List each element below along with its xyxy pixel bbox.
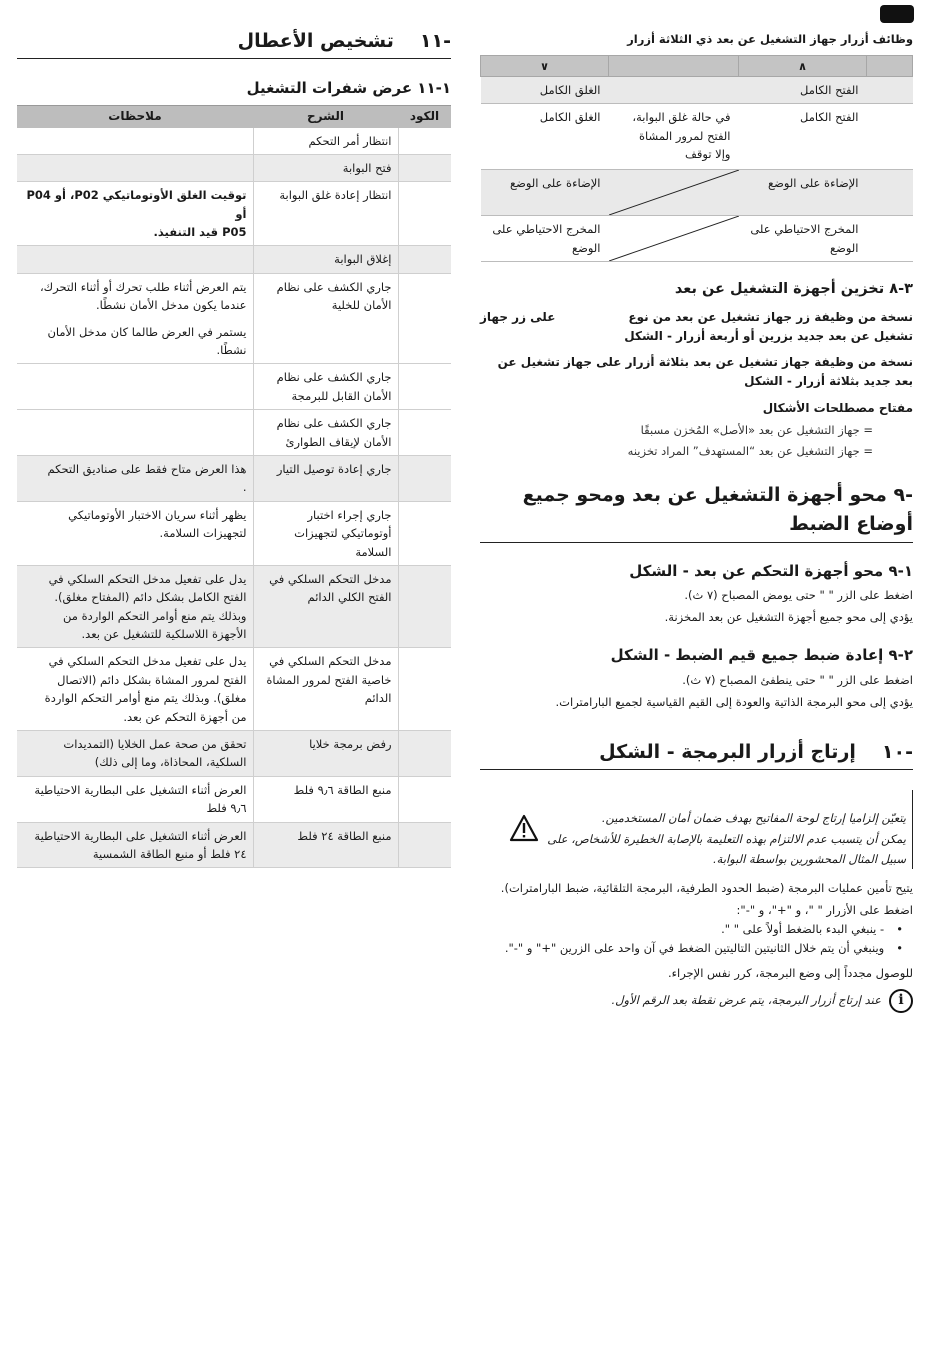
table-row bbox=[17, 565, 451, 648]
notes-cell bbox=[17, 364, 253, 410]
erase-remotes-heading: ١-٩ محو أجهزة التحكم عن بعد - الشكل bbox=[629, 561, 913, 580]
table-row bbox=[17, 731, 451, 777]
notes-cell bbox=[17, 648, 253, 731]
storage-paragraph-2: نسخة من وظيفة جهاز تشغيل عن بعد بثلاثة أزرار على جهاز تشغيل عن بعد جديد بثلاثة أزرار - الشكل bbox=[497, 354, 913, 388]
down-text: الإضاءة على الوضع bbox=[509, 176, 601, 191]
col-down: ∨ bbox=[481, 55, 609, 76]
locking-step: اضغط على الأزرار " "، و "+"، و "-": bbox=[736, 902, 913, 917]
code-cell bbox=[398, 364, 451, 410]
note-line: وبذلك يتم منع أوامر التحكم الواردة من bbox=[63, 608, 247, 623]
warning-line-2: يمكن أن يتسبب عدم الالتزام بهذه التعليمة بالإصابة الخطيرة للأشخاص، على bbox=[547, 831, 906, 846]
instructions-column bbox=[480, 30, 913, 1013]
notes-cell bbox=[17, 565, 253, 648]
code-cell bbox=[398, 455, 451, 501]
reset-settings-heading: ٢-٩ إعادة ضبط جميع قيم الضبط - الشكل bbox=[610, 646, 913, 665]
notes-cell bbox=[17, 410, 253, 456]
note-line: العرض أثناء التشغيل على البطارية الاحتياطية bbox=[34, 828, 247, 843]
storage-p1-b: على زر جهاز bbox=[480, 310, 556, 325]
warning-triangle-icon bbox=[509, 814, 539, 842]
down-cell bbox=[481, 216, 609, 262]
info-note-text: عند إرتاج أزرار البرمجة، يتم عرض نقطة بعد الرقم الأول. bbox=[611, 993, 881, 1008]
code-cell bbox=[398, 182, 451, 246]
mid-text: في حالة غلق البوابة، bbox=[632, 110, 731, 125]
explanation-cell: جاري إعادة توصيل التيار bbox=[253, 455, 398, 501]
table-row bbox=[17, 822, 451, 868]
locking-intro: يتيح تأمين عمليات البرمجة (ضبط الحدود الطرفية، البرمجة التلقائية، ضبط البارامترات). bbox=[500, 880, 913, 895]
mid-cell bbox=[609, 170, 739, 216]
note-line: السلكية، المحاذاة، وما إلى ذلك) bbox=[94, 755, 247, 770]
mid-cell bbox=[609, 216, 739, 262]
reset-settings-step: اضغط على الزر " " حتى ينطفئ المصباح (٧ ث). bbox=[682, 673, 913, 688]
up-text: الفتح الكامل bbox=[800, 110, 859, 125]
diagnostics-heading bbox=[17, 30, 451, 59]
note-line: الأجهزة اللاسلكية للتشغيل عن بعد. bbox=[81, 627, 247, 642]
warning-line-1: يتعيّن إلزاميا إرتاج لوحة المفاتيح بهدف ضمان أمان المستخدمين. bbox=[601, 811, 906, 826]
codes-subheading: ١-١١ عرض شفرات التشغيل bbox=[246, 79, 451, 97]
up-cell bbox=[739, 104, 867, 170]
note-line: يستمر في العرض طالما كان مدخل الأمان bbox=[47, 324, 247, 339]
table-row bbox=[17, 154, 451, 181]
table-row bbox=[17, 128, 451, 155]
legend-title: مفتاح مصطلحات الأشكال bbox=[762, 401, 913, 416]
up-cell bbox=[739, 170, 867, 216]
note-line: توقيت الغلق الأوتوماتيكي P02، أو P04 أو bbox=[26, 188, 247, 221]
explanation-cell: مدخل التحكم السلكي في خاصية الفتح لمرور المشاة الدائم bbox=[253, 648, 398, 731]
function-row bbox=[481, 104, 913, 170]
blank-cell bbox=[867, 104, 913, 170]
explanation-cell: جاري الكشف على نظام الأمان للخلية bbox=[253, 273, 398, 364]
note-line: لتجهيزات السلامة. bbox=[159, 526, 247, 541]
table-row bbox=[17, 410, 451, 456]
explanation-cell: جاري الكشف على نظام الأمان لإيقاف الطوارئ bbox=[253, 410, 398, 456]
locking-bullets bbox=[480, 920, 913, 958]
explanation-cell: منبع الطاقة ٢٤ فلط bbox=[253, 822, 398, 868]
table-row bbox=[17, 648, 451, 731]
not-applicable-slash bbox=[609, 216, 739, 261]
table-row bbox=[17, 455, 451, 501]
note-line: نشطًا. bbox=[216, 343, 247, 358]
note-line: P05 قيد التنفيذ. bbox=[153, 225, 247, 240]
functions-title: وظائف أزرار جهاز التشغيل عن بعد ذي الثلاثة أزرار bbox=[627, 32, 913, 46]
notes-cell bbox=[17, 731, 253, 777]
col-notes: ملاحظات bbox=[17, 106, 253, 128]
down-text: الغلق الكامل bbox=[539, 82, 601, 97]
notes-cell bbox=[17, 246, 253, 273]
function-row bbox=[481, 170, 913, 216]
diagnostics-column bbox=[17, 30, 451, 868]
blank-cell bbox=[867, 216, 913, 262]
diagnostics-number: -١١ bbox=[419, 30, 451, 52]
explanation-cell: جاري إجراء اختبار أوتوماتيكي لتجهيزات السلامة bbox=[253, 501, 398, 565]
locking-repeat: للوصول مجدداً إلى وضع البرمجة، كرر نفس الإجراء. bbox=[667, 965, 913, 980]
table-row bbox=[17, 182, 451, 246]
erase-remotes-step: اضغط على الزر " " حتى يومض المصباح (٧ ث). bbox=[684, 588, 913, 603]
function-row bbox=[481, 76, 913, 103]
note-line: الفتح لمرور المشاة بشكل دائم (الاتصال bbox=[57, 672, 247, 687]
explanation-cell: جاري الكشف على نظام الأمان القابل للبرمجة bbox=[253, 364, 398, 410]
note-line: الفتح الكامل بشكل دائم (المفتاح مغلق). bbox=[54, 590, 247, 605]
legend-item-source: = جهاز التشغيل عن بعد «الأصل» المُخزن مسبقًا bbox=[640, 422, 873, 437]
warning-text bbox=[547, 790, 913, 868]
code-cell bbox=[398, 731, 451, 777]
storage-p1-a: نسخة من وظيفة زر جهاز تشغيل عن بعد من نوع bbox=[628, 310, 913, 325]
mid-cell bbox=[609, 76, 739, 103]
blank-cell bbox=[867, 76, 913, 103]
table-row bbox=[17, 501, 451, 565]
code-cell bbox=[398, 410, 451, 456]
code-cell bbox=[398, 776, 451, 822]
code-cell bbox=[398, 565, 451, 648]
note-line: مغلق). وبذلك يتم منع أوامر التحكم الواردة bbox=[44, 691, 247, 706]
info-icon: i bbox=[889, 989, 913, 1013]
erase-remotes-result: يؤدي إلى محو جميع أجهزة التشغيل عن بعد المخزنة. bbox=[664, 610, 913, 625]
functions-table bbox=[480, 55, 913, 262]
notes-cell bbox=[17, 501, 253, 565]
code-cell bbox=[398, 154, 451, 181]
code-cell bbox=[398, 128, 451, 155]
notes-cell bbox=[17, 822, 253, 868]
note-line: ٢٤ فلط أو منبع الطاقة الشمسية bbox=[92, 847, 247, 861]
code-cell bbox=[398, 822, 451, 868]
note-line: العرض أثناء التشغيل على البطارية الاحتياطية bbox=[34, 782, 247, 797]
warning-line-3: سبيل المثال المحشورين بواسطة البوابة. bbox=[713, 851, 906, 866]
table-row bbox=[17, 364, 451, 410]
locking-number: -١٠ bbox=[881, 741, 913, 764]
down-cell bbox=[481, 170, 609, 216]
col-code: الكود bbox=[398, 106, 451, 128]
storage-paragraph-1 bbox=[480, 308, 913, 346]
note-line: من أجهزة التحكم عن بعد. bbox=[123, 709, 247, 724]
code-cell bbox=[398, 648, 451, 731]
page-tab-marker bbox=[880, 5, 914, 23]
explanation-cell: إغلاق البوابة bbox=[253, 246, 398, 273]
up-text: الفتح الكامل bbox=[800, 82, 859, 97]
note-line: . bbox=[242, 480, 247, 495]
notes-cell bbox=[17, 154, 253, 181]
col-mid bbox=[609, 55, 739, 76]
mid-text: وإلا توقف bbox=[684, 147, 731, 162]
down-text: الغلق الكامل bbox=[539, 110, 601, 125]
mid-text: الفتح لمرور المشاة bbox=[639, 128, 731, 143]
table-row bbox=[17, 273, 451, 364]
col-explanation: الشرح bbox=[253, 106, 398, 128]
codes-table bbox=[17, 105, 451, 868]
storage-p1-c: تشغيل عن بعد جديد بزرين أو أربعة أزرار - الشكل bbox=[624, 329, 913, 344]
notes-cell bbox=[17, 182, 253, 246]
up-cell bbox=[739, 76, 867, 103]
info-note bbox=[480, 989, 913, 1013]
table-row bbox=[17, 776, 451, 822]
up-cell bbox=[739, 216, 867, 262]
blank-cell bbox=[867, 170, 913, 216]
function-row bbox=[481, 216, 913, 262]
code-cell bbox=[398, 246, 451, 273]
diagnostics-title: تشخيص الأعطال bbox=[237, 30, 394, 52]
note-line: يتم العرض أثناء طلب تحرك أو أثناء التحرك، bbox=[39, 279, 247, 294]
table-row bbox=[17, 246, 451, 273]
note-line: يدل على تفعيل مدخل التحكم السلكي في bbox=[48, 571, 247, 586]
mid-cell bbox=[609, 104, 739, 170]
explanation-cell: مدخل التحكم السلكي في الفتح الكلي الدائم bbox=[253, 565, 398, 648]
code-cell bbox=[398, 501, 451, 565]
up-text: الوضع bbox=[829, 240, 859, 255]
not-applicable-slash bbox=[609, 170, 739, 215]
explanation-cell: انتظار أمر التحكم bbox=[253, 128, 398, 155]
explanation-cell: منبع الطاقة ٩٫٦ فلط bbox=[253, 776, 398, 822]
explanation-cell: انتظار إعادة غلق البوابة bbox=[253, 182, 398, 246]
notes-cell bbox=[17, 273, 253, 364]
notes-cell bbox=[17, 128, 253, 155]
notes-cell bbox=[17, 776, 253, 822]
notes-cell bbox=[17, 455, 253, 501]
down-cell bbox=[481, 104, 609, 170]
down-text: المخرج الاحتياطي على bbox=[492, 222, 601, 237]
note-line: يظهر أثناء سريان الاختبار الأوتوماتيكي bbox=[68, 507, 247, 522]
note-line: تحقق من صحة عمل الخلايا (التمديدات bbox=[63, 737, 247, 752]
code-cell bbox=[398, 273, 451, 364]
reset-settings-result: يؤدي إلى محو البرمجة الذاتية والعودة إلى القيم القياسية لجميع البارامترات. bbox=[555, 695, 913, 710]
explanation-cell: رفض برمجة خلايا bbox=[253, 731, 398, 777]
warning-box bbox=[480, 790, 913, 868]
locking-bullet-1: • - ينبغي البدء بالضغط أولاً على " ". bbox=[480, 920, 903, 939]
note-line: ٩٫٦ فلط bbox=[206, 801, 247, 816]
explanation-cell: فتح البوابة bbox=[253, 154, 398, 181]
note-line: هذا العرض متاح فقط على صناديق التحكم bbox=[47, 461, 247, 476]
locking-bullet-2: • وينبغي أن يتم خلال الثانيتين التاليتين الضغط في آن واحد على الزرين "+" و "-". bbox=[480, 939, 903, 958]
up-text: الإضاءة على الوضع bbox=[767, 176, 859, 191]
note-line: عندما يكون مدخل الأمان نشطًا. bbox=[95, 298, 247, 313]
erase-heading: -٩ محو أجهزة التشغيل عن بعد ومحو جميع أوضاع الضبط bbox=[480, 481, 913, 543]
legend-item-target: = جهاز التشغيل عن بعد “المستهدف” المراد تخزينه bbox=[627, 443, 873, 458]
down-text: الوضع bbox=[571, 240, 601, 255]
note-line: يدل على تفعيل مدخل التحكم السلكي في bbox=[48, 654, 247, 669]
storage-heading: ٣-٨ تخزين أجهزة التشغيل عن بعد bbox=[674, 281, 913, 298]
up-text: المخرج الاحتياطي على bbox=[750, 222, 859, 237]
locking-title: إرتاج أزرار البرمجة - الشكل bbox=[599, 741, 856, 764]
col-blank bbox=[867, 55, 913, 76]
down-cell bbox=[481, 76, 609, 103]
col-up: ∧ bbox=[739, 55, 867, 76]
locking-heading bbox=[480, 738, 913, 770]
